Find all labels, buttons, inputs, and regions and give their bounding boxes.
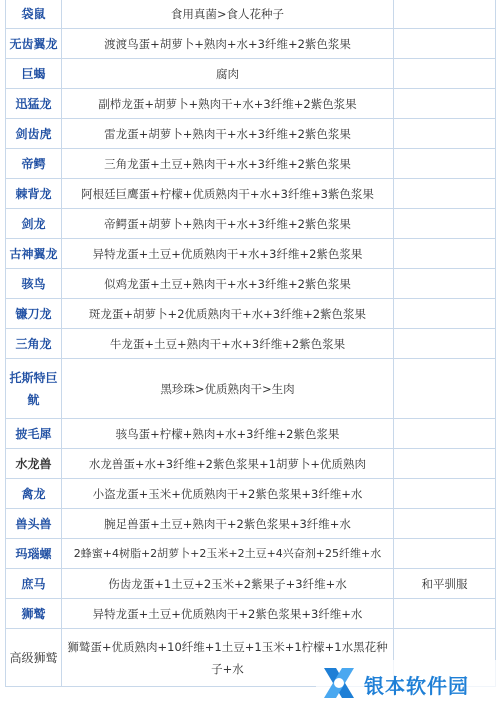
note-cell: [394, 0, 496, 29]
recipe-cell: 斑龙蛋+胡萝卜+2优质熟肉干+水+3纤维+2紫色浆果: [62, 299, 394, 329]
creature-name: 无齿翼龙: [6, 29, 62, 59]
recipe-cell: 小盗龙蛋+玉米+优质熟肉干+2紫色浆果+3纤维+水: [62, 479, 394, 509]
taming-food-table: [5, 0, 496, 687]
recipe-cell: 骇鸟蛋+柠檬+熟肉+水+3纤维+2紫色浆果: [62, 419, 394, 449]
recipe-cell: 水龙兽蛋+水+3纤维+2紫色浆果+1胡萝卜+优质熟肉: [62, 449, 394, 479]
table-row: [6, 539, 496, 569]
creature-name: 袋鼠: [6, 0, 62, 29]
creature-name: 棘背龙: [6, 179, 62, 209]
table-row: [6, 569, 496, 599]
creature-name: 镰刀龙: [6, 299, 62, 329]
creature-name: 水龙兽: [6, 449, 62, 479]
note-cell: [394, 329, 496, 359]
creature-name: 骇鸟: [6, 269, 62, 299]
note-cell: [394, 89, 496, 119]
note-cell: [394, 209, 496, 239]
note-cell: [394, 239, 496, 269]
note-cell: [394, 29, 496, 59]
creature-name: 巨蝎: [6, 59, 62, 89]
table-row: [6, 89, 496, 119]
recipe-cell: 狮鹫蛋+优质熟肉+10纤维+1土豆+1玉米+1柠檬+1水黑花种子+水: [62, 629, 394, 687]
table-row: [6, 329, 496, 359]
table-row: [6, 119, 496, 149]
table-row: [6, 599, 496, 629]
creature-name: 披毛犀: [6, 419, 62, 449]
creature-name: 迅猛龙: [6, 89, 62, 119]
creature-name: 高级狮鹫: [6, 629, 62, 687]
recipe-cell: 腐肉: [62, 59, 394, 89]
x-logo-icon: [318, 662, 360, 704]
site-watermark: [316, 660, 500, 707]
note-cell: [394, 269, 496, 299]
recipe-cell: 帝鳄蛋+胡萝卜+熟肉干+水+3纤维+2紫色浆果: [62, 209, 394, 239]
creature-name: 禽龙: [6, 479, 62, 509]
table-row: [6, 239, 496, 269]
creature-name: 剑龙: [6, 209, 62, 239]
creature-name: 帝鳄: [6, 149, 62, 179]
creature-name: 兽头兽: [6, 509, 62, 539]
table-row: [6, 0, 496, 29]
note-cell: [394, 119, 496, 149]
note-cell: [394, 149, 496, 179]
recipe-cell: 阿根廷巨鹰蛋+柠檬+优质熟肉干+水+3纤维+3紫色浆果: [62, 179, 394, 209]
creature-name: 玛瑙螺: [6, 539, 62, 569]
table-row: [6, 449, 496, 479]
table-row: [6, 179, 496, 209]
note-cell: [394, 299, 496, 329]
table-row: [6, 209, 496, 239]
note-cell: [394, 419, 496, 449]
creature-name: 古神翼龙: [6, 239, 62, 269]
creature-name: 狮鹫: [6, 599, 62, 629]
recipe-cell: 异特龙蛋+土豆+优质熟肉干+2紫色浆果+3纤维+水: [62, 599, 394, 629]
recipe-cell: 三角龙蛋+土豆+熟肉干+水+3纤维+2紫色浆果: [62, 149, 394, 179]
table-row: [6, 29, 496, 59]
recipe-cell: 似鸡龙蛋+土豆+熟肉干+水+3纤维+2紫色浆果: [62, 269, 394, 299]
table-row: [6, 269, 496, 299]
recipe-cell: 腕足兽蛋+土豆+熟肉干+2紫色浆果+3纤维+水: [62, 509, 394, 539]
creature-name: 剑齿虎: [6, 119, 62, 149]
recipe-cell: 渡渡鸟蛋+胡萝卜+熟肉+水+3纤维+2紫色浆果: [62, 29, 394, 59]
table-row: [6, 59, 496, 89]
creature-name: 庶马: [6, 569, 62, 599]
note-cell: [394, 59, 496, 89]
table-row: [6, 509, 496, 539]
creature-name: 三角龙: [6, 329, 62, 359]
watermark-text: 银本软件园: [364, 674, 469, 698]
recipe-cell: 牛龙蛋+土豆+熟肉干+水+3纤维+2紫色浆果: [62, 329, 394, 359]
table-row: [6, 149, 496, 179]
table-row: [6, 419, 496, 449]
table-row: [6, 479, 496, 509]
recipe-cell: 副栉龙蛋+胡萝卜+熟肉干+水+3纤维+2紫色浆果: [62, 89, 394, 119]
note-cell: [394, 449, 496, 479]
note-cell: [394, 509, 496, 539]
recipe-cell: 异特龙蛋+土豆+优质熟肉干+水+3纤维+2紫色浆果: [62, 239, 394, 269]
table-row: [6, 299, 496, 329]
recipe-cell: 2蜂蜜+4树脂+2胡萝卜+2玉米+2土豆+4兴奋剂+25纤维+水: [62, 539, 394, 569]
note-cell: [394, 599, 496, 629]
creature-name: 托斯特巨鱿: [6, 359, 62, 419]
recipe-cell: 黑珍珠>优质熟肉干>生肉: [62, 359, 394, 419]
recipe-cell: 雷龙蛋+胡萝卜+熟肉干+水+3纤维+2紫色浆果: [62, 119, 394, 149]
note-cell: [394, 539, 496, 569]
note-cell: 和平驯服: [394, 569, 496, 599]
note-cell: [394, 479, 496, 509]
note-cell: [394, 179, 496, 209]
recipe-cell: 伤齿龙蛋+1土豆+2玉米+2紫果子+3纤维+水: [62, 569, 394, 599]
table-row: [6, 359, 496, 419]
note-cell: [394, 359, 496, 419]
recipe-cell: 食用真菌>食人花种子: [62, 0, 394, 29]
